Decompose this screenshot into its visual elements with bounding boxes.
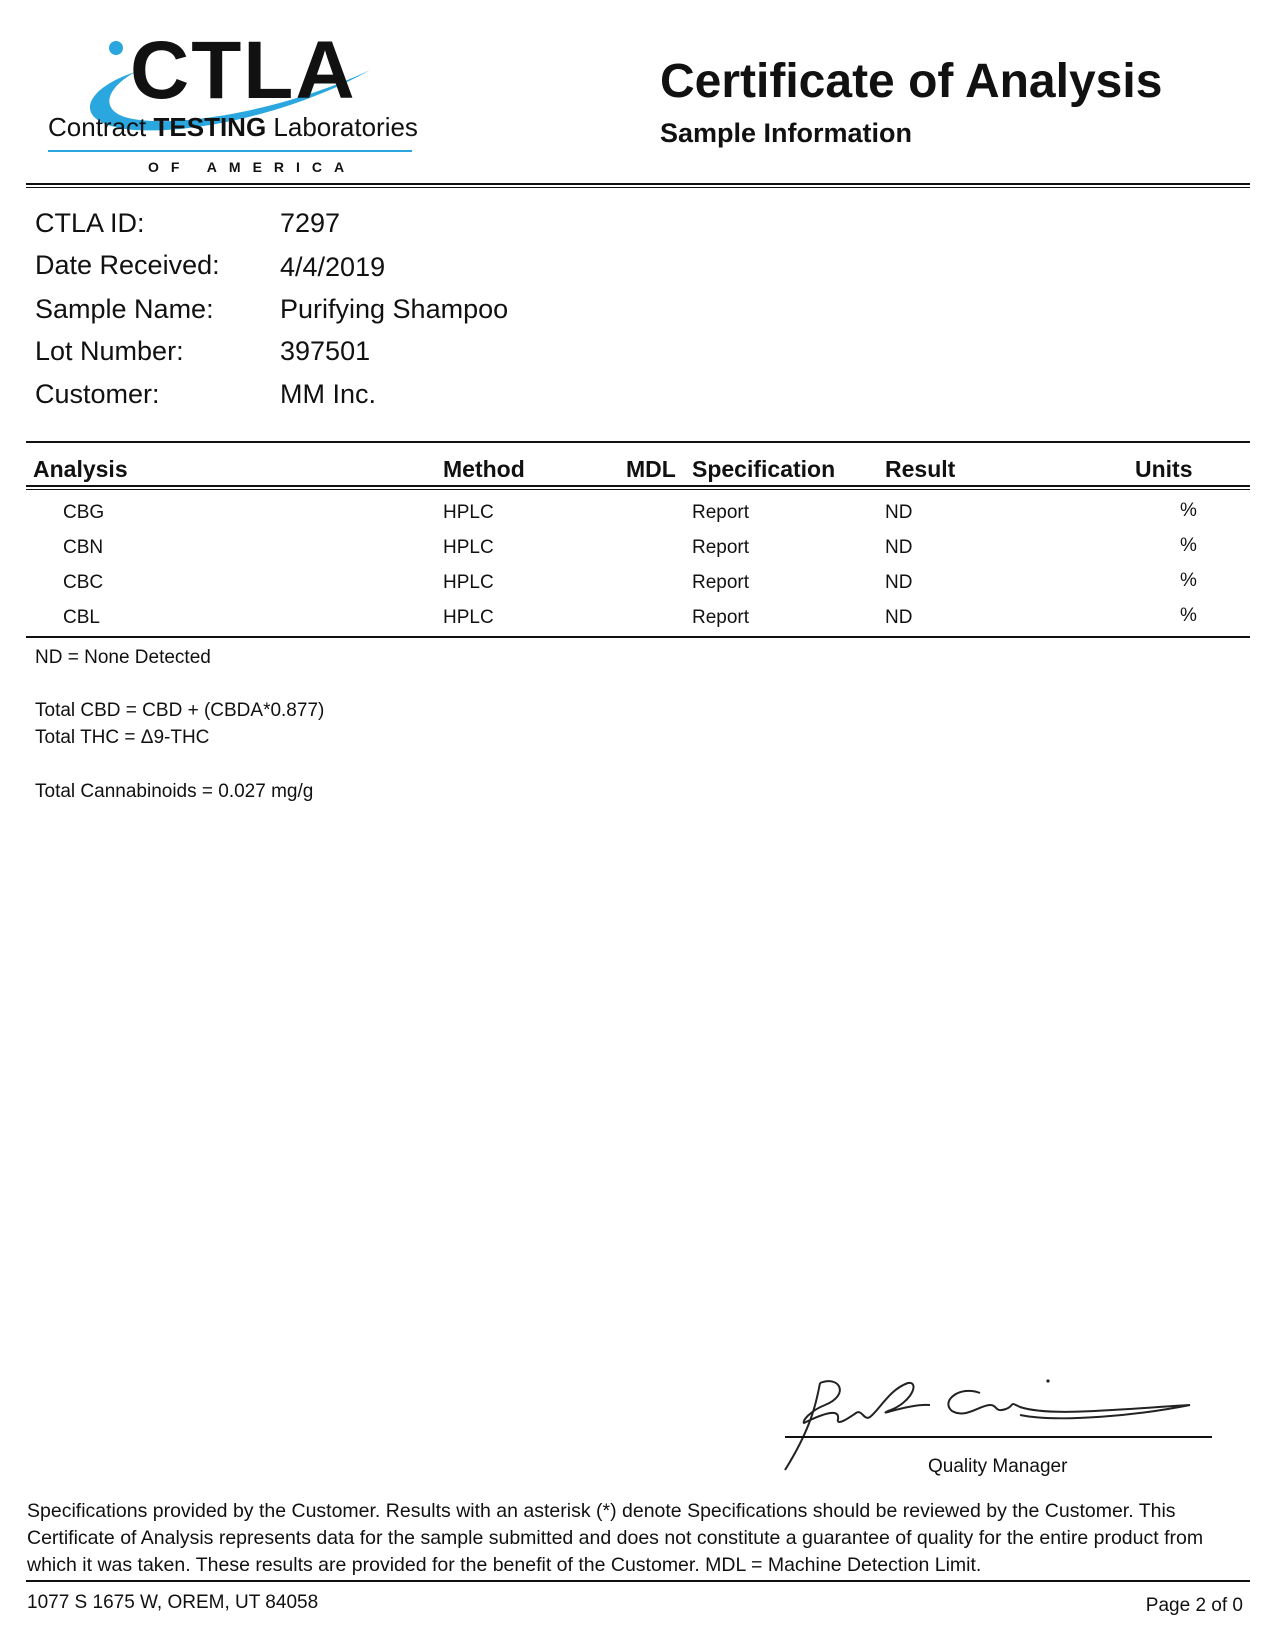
cell-analysis: CBG [63, 502, 105, 523]
total-cannabinoids-note: Total Cannabinoids = 0.027 mg/g [35, 781, 314, 802]
quality-manager-label: Quality Manager [928, 1456, 1068, 1477]
cell-specification: Report [692, 607, 750, 628]
customer-value: MM Inc. [280, 379, 377, 409]
nd-note: ND = None Detected [35, 647, 211, 668]
cell-specification: Report [692, 572, 750, 593]
table-header-rule [26, 485, 1250, 487]
ctla-logo [40, 25, 430, 180]
cell-units: % [1180, 605, 1197, 626]
cell-result: ND [885, 502, 913, 523]
sample-name-value: Purifying Shampoo [280, 294, 509, 324]
cell-result: ND [885, 537, 913, 558]
sample-name-label: Sample Name: [35, 294, 214, 324]
col-result: Result [885, 456, 956, 482]
cell-method: HPLC [443, 572, 494, 593]
table-top-rule [26, 441, 1250, 443]
ctla-id-value: 7297 [280, 208, 341, 238]
cell-specification: Report [692, 502, 750, 523]
lot-number-label: Lot Number: [35, 336, 184, 366]
cell-analysis: CBL [63, 607, 100, 628]
lot-number-value: 397501 [280, 336, 371, 366]
logo-subtitle: Contract TESTING Laboratories [48, 112, 418, 142]
page-subtitle: Sample Information [660, 118, 913, 148]
cell-method: HPLC [443, 607, 494, 628]
logo-wordmark: CTLA [130, 25, 357, 116]
cell-analysis: CBN [63, 537, 104, 558]
cell-units: % [1180, 535, 1197, 556]
col-method: Method [443, 456, 525, 482]
col-mdl: MDL [626, 456, 676, 482]
cell-units: % [1180, 500, 1197, 521]
lab-address: 1077 S 1675 W, OREM, UT 84058 [27, 1592, 319, 1613]
logo-of-america: OF AMERICA [148, 159, 357, 175]
header-divider [26, 183, 1250, 185]
page-title: Certificate of Analysis [660, 55, 1163, 108]
total-cbd-note: Total CBD = CBD + (CBDA*0.877) [35, 700, 325, 721]
total-thc-note: Total THC = Δ9-THC [35, 727, 210, 748]
footer-disclaimer: Specifications provided by the Customer. Results with an asterisk (*) denote Specifications should be reviewed by the Customer. This Certificate of Analysis represents data for the sample submitted and does not constitute a guarantee of quality for the entire product from which it was taken. These results are provided for the benefit of the Customer. MDL = Machine Detection Limit. [27, 1500, 1204, 1576]
table-bottom-rule [26, 636, 1250, 638]
footer-divider [26, 1580, 1250, 1582]
col-units: Units [1135, 456, 1193, 482]
date-received-label: Date Received: [35, 250, 220, 280]
cell-specification: Report [692, 537, 750, 558]
date-received-value: 4/4/2019 [280, 252, 386, 282]
customer-label: Customer: [35, 379, 160, 409]
header-divider-thin [26, 187, 1250, 188]
page-number: Page 2 of 0 [1145, 1595, 1243, 1616]
cell-result: ND [885, 607, 913, 628]
col-analysis: Analysis [33, 456, 128, 482]
cell-method: HPLC [443, 537, 494, 558]
cell-result: ND [885, 572, 913, 593]
cell-method: HPLC [443, 502, 494, 523]
cell-analysis: CBC [63, 572, 104, 593]
col-specification: Specification [692, 456, 836, 482]
table-header-rule-thin [26, 489, 1250, 490]
ctla-id-label: CTLA ID: [35, 208, 145, 238]
cell-units: % [1180, 570, 1197, 591]
